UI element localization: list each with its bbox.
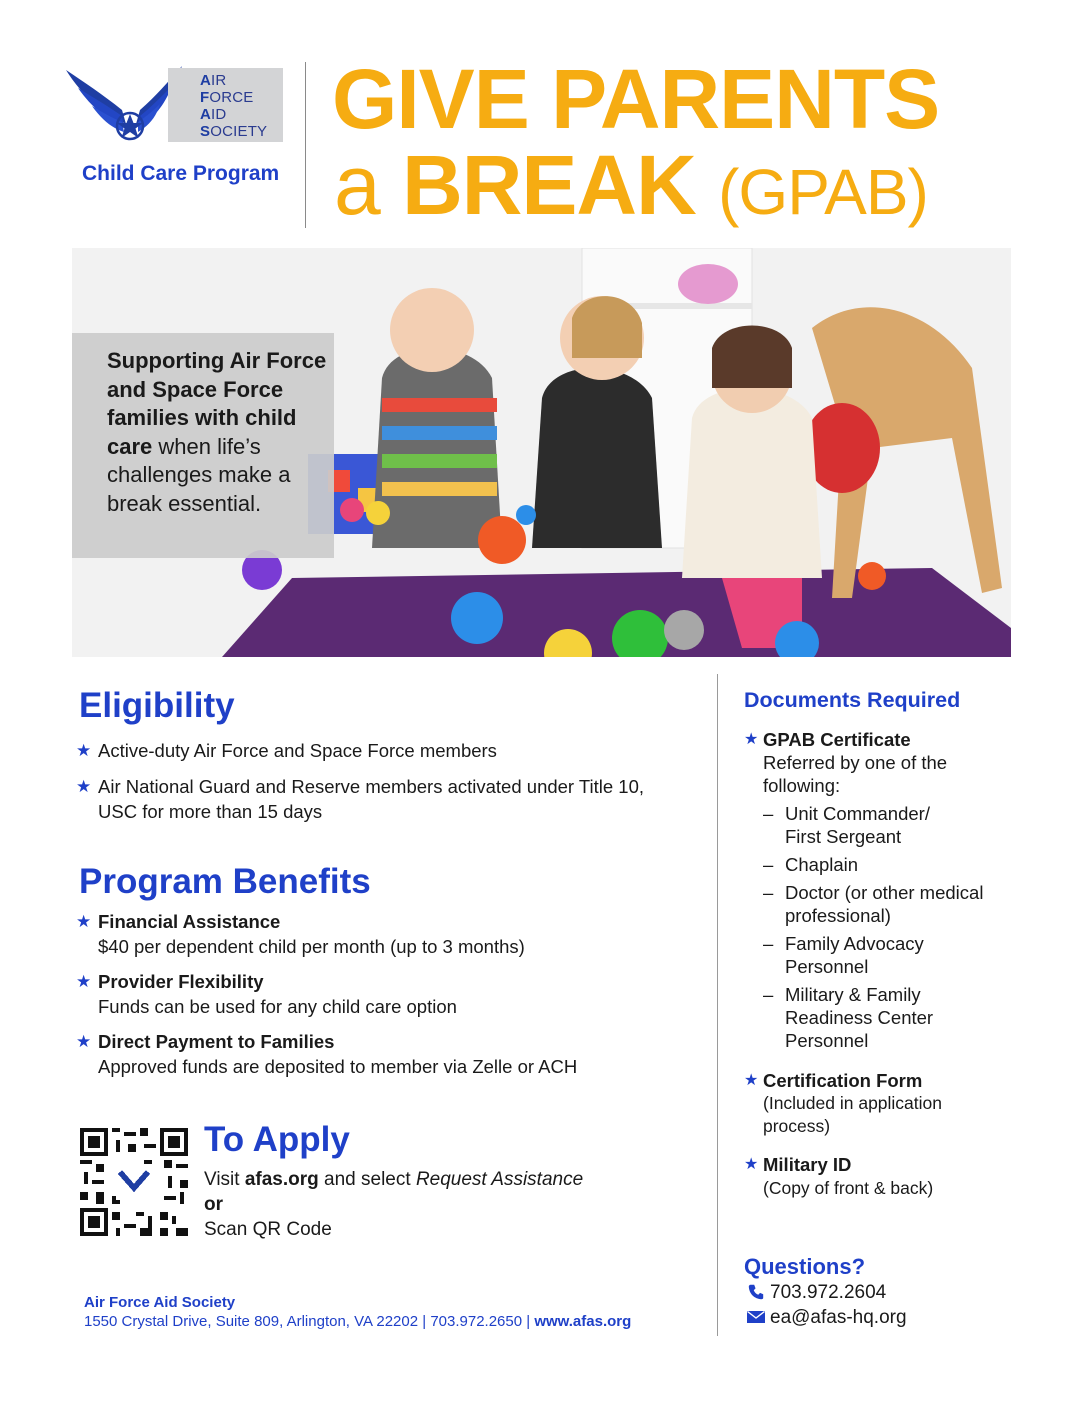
title-word-break: BREAK (402, 138, 696, 232)
benefit-title: Financial Assistance (98, 911, 281, 932)
footer-org-name: Air Force Aid Society (84, 1294, 236, 1311)
doc-title: Military ID (763, 1154, 852, 1175)
page-title-line1: GIVE PARENTS (332, 52, 940, 146)
star-icon: ★ (744, 1156, 759, 1173)
referrer-item: – Unit Commander/ First Sergeant (763, 803, 930, 847)
eligibility-item: ★ Active-duty Air Force and Space Force members (76, 740, 497, 761)
referrer-item: – Chaplain (763, 854, 859, 875)
benefit-desc: Approved funds are deposited to member via Zelle or ACH (98, 1056, 578, 1077)
qr-code[interactable] (80, 1128, 188, 1236)
doc-desc: (Copy of front & back) (763, 1178, 934, 1198)
phone-icon (746, 1283, 766, 1301)
doc-item-gpab-certificate (744, 728, 1004, 1057)
contact-phone[interactable]: 703.972.2604 (746, 1281, 886, 1305)
footer-address: 1550 Crystal Drive, Suite 809, Arlington, VA 22202 | 703.972.2650 | www.afas.org (84, 1313, 632, 1330)
logo-line-force: FORCE (200, 89, 254, 106)
benefit-desc: Funds can be used for any child care option (98, 996, 457, 1017)
referrer-item: – Doctor (or other medical professional) (763, 882, 984, 926)
contact-email[interactable]: ea@afas-hq.org (746, 1306, 907, 1330)
star-icon: ★ (76, 777, 92, 796)
doc-item-certification-form (744, 1069, 1004, 1138)
apply-instruction: Visit afas.org and select Request Assistance (204, 1169, 584, 1190)
page-title-line2 (334, 138, 928, 235)
eligibility-item: ★ Air National Guard and Reserve members activated under Title 10, USC for more than 15 days (76, 776, 645, 822)
questions-heading: Questions? (744, 1254, 866, 1279)
title-word-a: a (334, 138, 380, 232)
referrer-item: – Military & Family Readiness Center Personnel (763, 984, 934, 1051)
star-icon: ★ (744, 731, 759, 748)
referrer-list (763, 802, 1004, 1052)
logo-line-aid: AID (200, 106, 227, 123)
benefit-title: Direct Payment to Families (98, 1031, 335, 1052)
apply-or: or (204, 1194, 223, 1215)
doc-desc: Referred by one of the following: (763, 752, 948, 796)
star-icon: ★ (76, 912, 92, 931)
envelope-icon (746, 1308, 766, 1326)
benefit-desc: $40 per dependent child per month (up to 3 months) (98, 936, 525, 957)
title-acronym: (GPAB) (718, 156, 928, 228)
program-label: Child Care Program (82, 162, 280, 185)
star-icon: ★ (76, 741, 92, 760)
benefit-item (76, 969, 696, 1019)
program-benefits-heading: Program Benefits (79, 862, 371, 901)
logo-line-air: AIR (200, 72, 227, 89)
benefit-title: Provider Flexibility (98, 971, 264, 992)
logo-name-box (168, 68, 283, 142)
photo-caption-text: Supporting Air Force and Space Force families with child care when life’s challenges make a break essential. (107, 348, 327, 516)
benefit-item (76, 1029, 696, 1079)
request-assistance-text: Request Assistance (415, 1169, 584, 1190)
star-icon: ★ (76, 972, 92, 991)
afas-link[interactable]: afas.org (244, 1169, 319, 1190)
apply-scan-text: Scan QR Code (204, 1219, 332, 1240)
column-divider (717, 674, 718, 1336)
header-divider (305, 62, 306, 228)
photo-caption-box (72, 333, 334, 558)
documents-heading: Documents Required (744, 688, 961, 712)
referrer-item: – Family Advocacy Personnel (763, 933, 924, 977)
logo-line-society: SOCIETY (200, 123, 268, 140)
eligibility-heading: Eligibility (79, 686, 235, 725)
footer-website-link[interactable]: www.afas.org (534, 1313, 632, 1330)
doc-desc: (Included in application process) (763, 1093, 943, 1136)
doc-title: Certification Form (763, 1070, 923, 1091)
benefit-item (76, 909, 696, 959)
to-apply-heading: To Apply (204, 1120, 350, 1159)
doc-item-military-id (744, 1153, 1004, 1200)
star-icon: ★ (76, 1032, 92, 1051)
doc-title: GPAB Certificate (763, 729, 911, 750)
star-icon: ★ (744, 1072, 759, 1089)
